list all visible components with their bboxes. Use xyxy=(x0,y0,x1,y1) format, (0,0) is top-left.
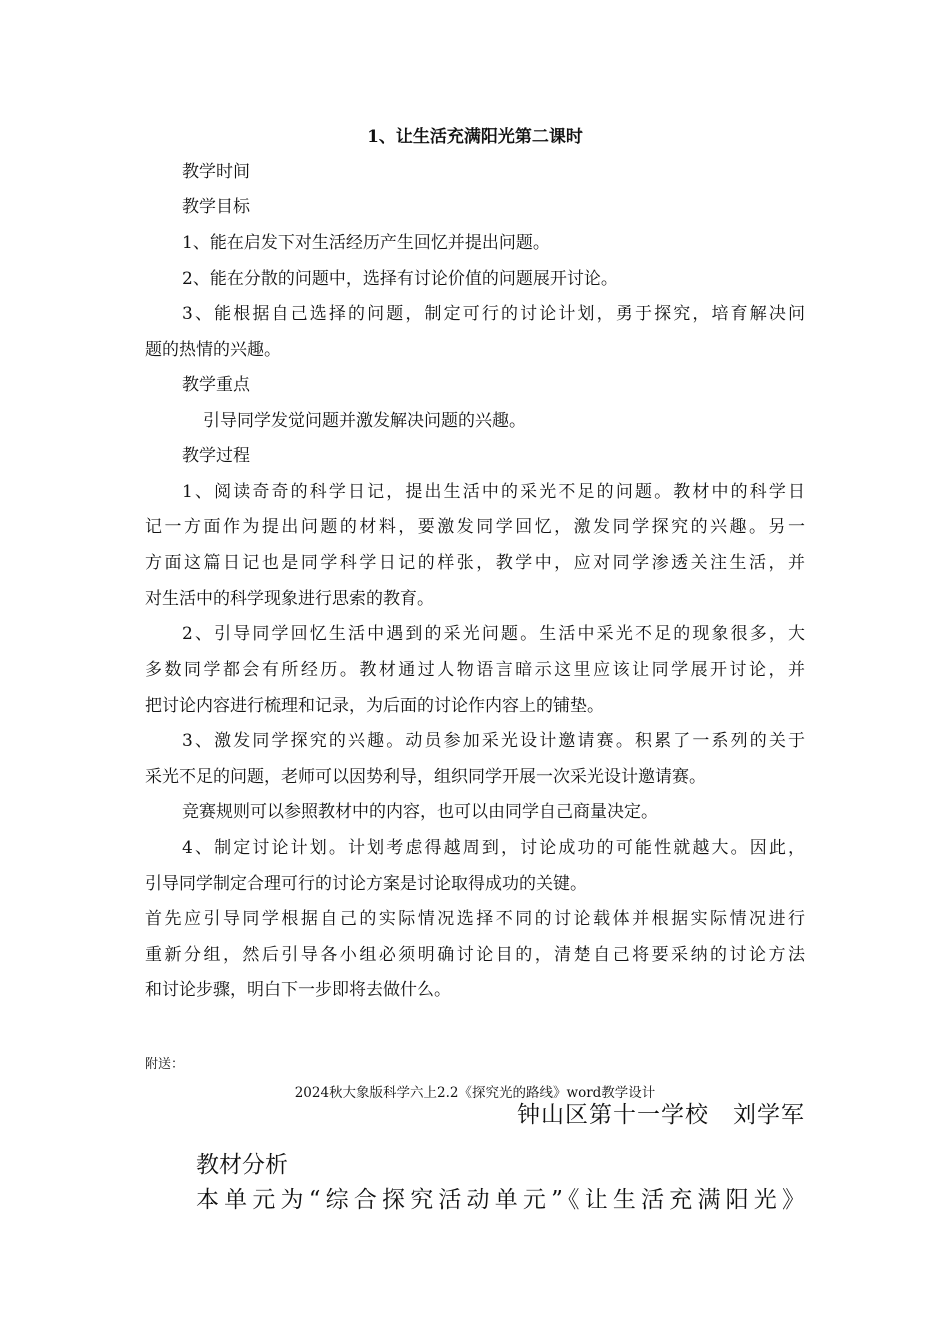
process-line: 2、引导同学回忆生活中遇到的采光问题。生活中采光不足的现象很多，大 xyxy=(182,624,805,644)
goal-line: 题的热情的兴趣。 xyxy=(145,340,281,360)
process-line: 首先应引导同学根据自己的实际情况选择不同的讨论载体并根据实际情况进行 xyxy=(145,909,805,929)
goal-line: 2、能在分散的问题中，选择有讨论价值的问题展开讨论。 xyxy=(182,269,618,289)
goal-line: 1、能在启发下对生活经历产生回忆并提出问题。 xyxy=(182,233,550,253)
process-line: 竞赛规则可以参照教材中的内容，也可以由同学自己商量决定。 xyxy=(182,802,658,822)
document-title: 1、让生活充满阳光第二课时 xyxy=(367,127,583,147)
process-line: 和讨论步骤，明白下一步即将去做什么。 xyxy=(145,980,451,1000)
process-line: 3、激发同学探究的兴趣。动员参加采光设计邀请赛。积累了一系列的关于 xyxy=(182,731,805,751)
key-point-text: 引导同学发觉问题并激发解决问题的兴趣。 xyxy=(203,411,526,431)
body-line: 本单元为“综合探究活动单元”《让生活充满阳光》 xyxy=(196,1187,806,1213)
teaching-time-label: 教学时间 xyxy=(182,162,250,182)
process-line: 多数同学都会有所经历。教材通过人物语言暗示这里应该让同学展开讨论，并 xyxy=(145,660,805,680)
process-line: 引导同学制定合理可行的讨论方案是讨论取得成功的关键。 xyxy=(145,874,587,894)
process-line: 方面这篇日记也是同学科学日记的样张，教学中，应对同学渗透关注生活，并 xyxy=(145,553,805,573)
process-line: 采光不足的问题，老师可以因势利导，组织同学开展一次采光设计邀请赛。 xyxy=(145,767,706,787)
process-line: 对生活中的科学现象进行思索的教育。 xyxy=(145,589,434,609)
process-line: 把讨论内容进行梳理和记录，为后面的讨论作内容上的铺垫。 xyxy=(145,696,604,716)
appendix-caption: 2024秋大象版科学六上2.2《探究光的路线》word教学设计 xyxy=(294,1085,656,1101)
teaching-goal-label: 教学目标 xyxy=(182,197,250,217)
key-point-label: 教学重点 xyxy=(182,375,250,395)
process-line: 记一方面作为提出问题的材料，要激发同学回忆，激发同学探究的兴趣。另一 xyxy=(145,517,805,537)
process-line: 1、阅读奇奇的科学日记，提出生活中的采光不足的问题。教材中的科学日 xyxy=(182,482,805,502)
goal-line: 3、能根据自己选择的问题，制定可行的讨论计划，勇于探究，培育解决问 xyxy=(182,304,805,324)
process-line: 4、制定讨论计划。计划考虑得越周到，讨论成功的可能性就越大。因此， xyxy=(182,838,805,858)
process-label: 教学过程 xyxy=(182,446,250,466)
section-heading: 教材分析 xyxy=(196,1152,288,1178)
process-line: 重新分组，然后引导各小组必须明确讨论目的，清楚自己将要采纳的讨论方法 xyxy=(145,945,805,965)
appendix-label: 附送： xyxy=(145,1057,185,1072)
author-line: 钟山区第十一学校 刘学军 xyxy=(517,1102,805,1128)
